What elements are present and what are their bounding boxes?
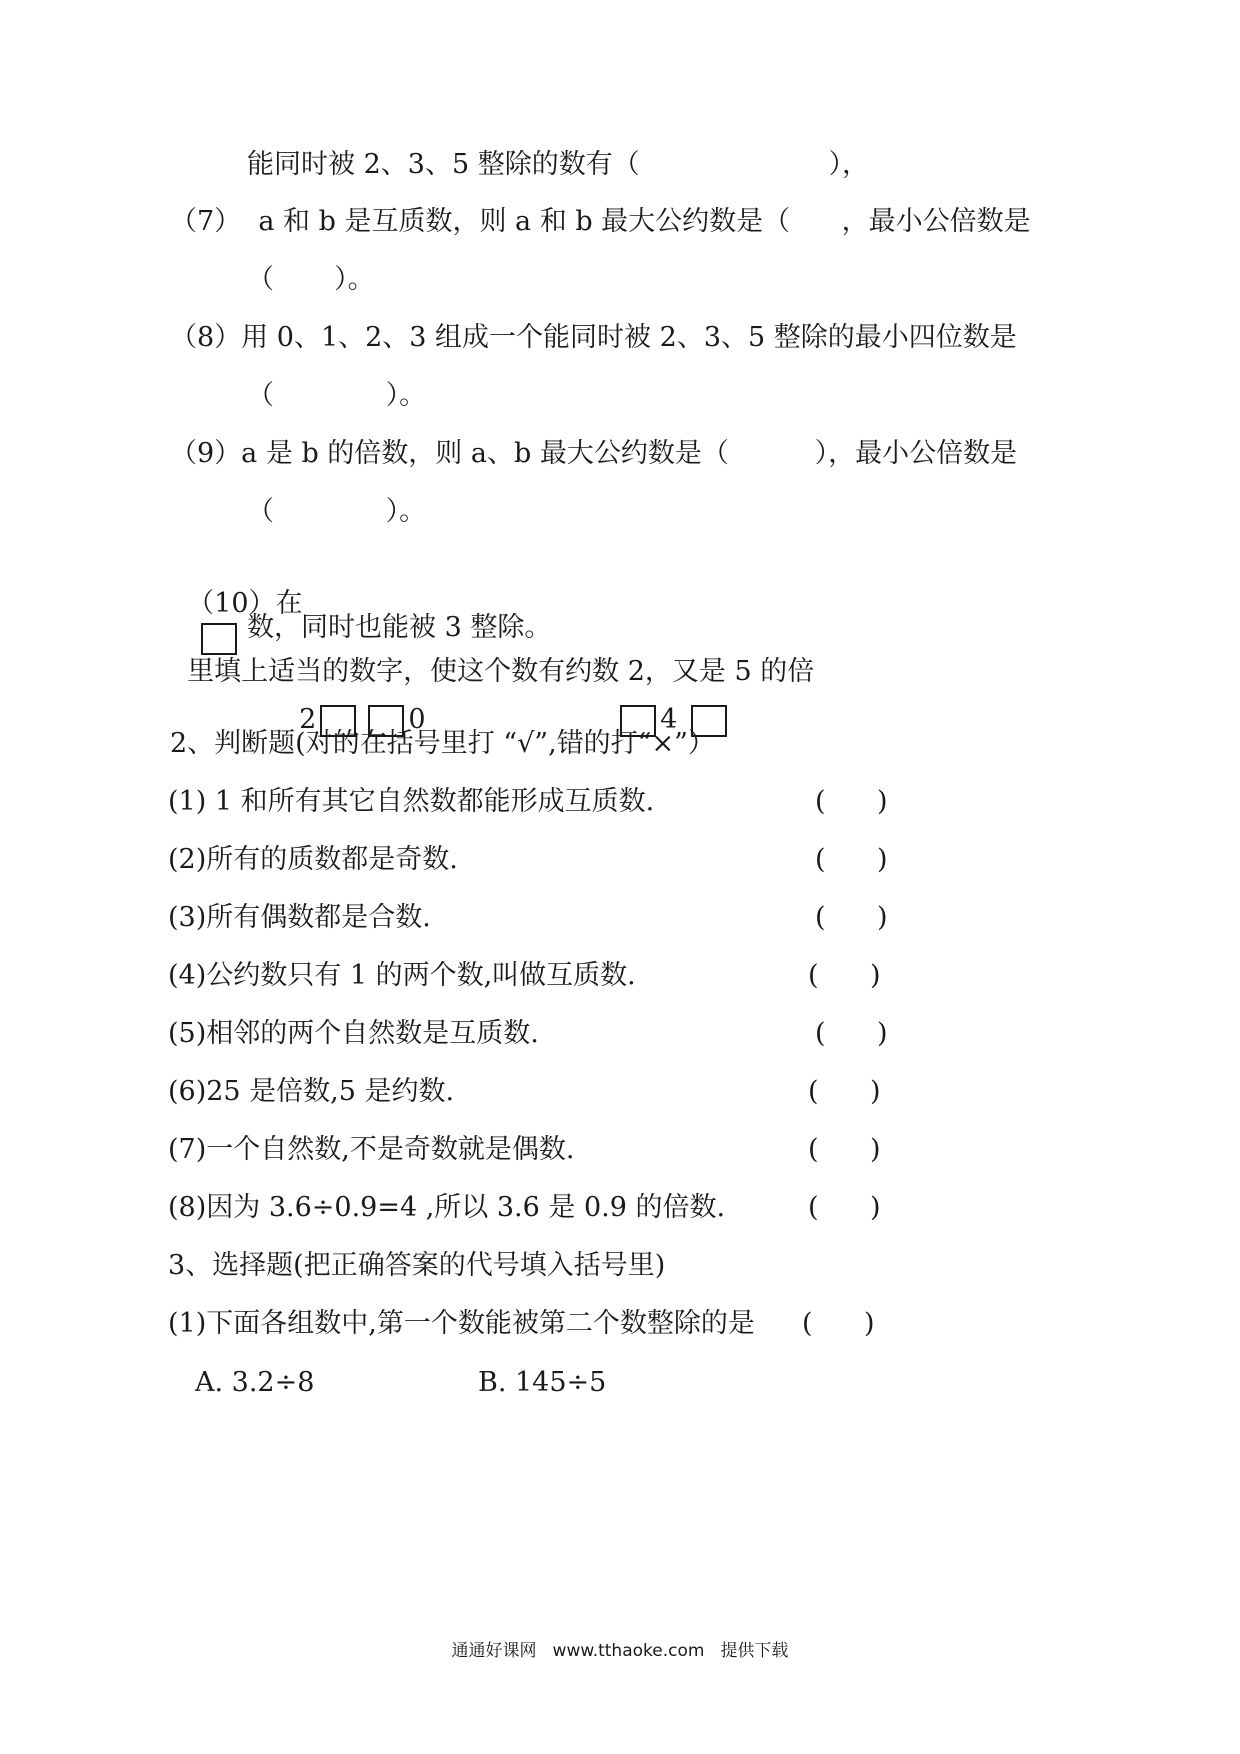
answer-box[interactable] [201, 623, 237, 655]
answer-bracket[interactable]: ( ) [815, 786, 888, 817]
judgement-item-6: (6)25 是倍数,5 是约数. [168, 1076, 455, 1107]
q8-line1: （8）用 0、1、2、3 组成一个能同时被 2、3、5 整除的最小四位数是 [170, 322, 1017, 353]
choice-q1: (1)下面各组数中,第一个数能被第二个数整除的是 [168, 1308, 755, 1339]
choice-heading: 3、选择题(把正确答案的代号填入括号里) [168, 1250, 666, 1281]
judgement-item-7: (7)一个自然数,不是奇数就是偶数. [168, 1134, 575, 1165]
option-a: A. 3.2÷8 [195, 1367, 315, 1398]
footer-action: 提供下载 [720, 1641, 789, 1661]
answer-bracket[interactable]: ( ) [808, 1192, 881, 1223]
digit-2: 2 [299, 704, 317, 735]
digit-4: 4 [660, 704, 678, 735]
answer-bracket[interactable]: ( ) [808, 1134, 881, 1165]
judgement-item-3: (3)所有偶数都是合数. [168, 902, 431, 933]
judgement-item-5: (5)相邻的两个自然数是互质数. [168, 1018, 539, 1049]
answer-bracket[interactable]: ( ) [808, 1076, 881, 1107]
answer-bracket[interactable]: ( ) [802, 1308, 875, 1339]
footer-url[interactable]: www.tthaoke.com [552, 1641, 705, 1661]
q7-line2: （ ）。 [247, 264, 375, 295]
answer-bracket[interactable]: ( ) [815, 902, 888, 933]
judgement-item-2: (2)所有的质数都是奇数. [168, 844, 458, 875]
q8-line2: （ ）。 [247, 380, 427, 411]
q9-line1: （9）a 是 b 的倍数，则 a、b 最大公约数是（ ），最小公倍数是 [170, 438, 1018, 469]
q7-line1: （7） a 和 b 是互质数，则 a 和 b 最大公约数是（ ，最小公倍数是 [170, 206, 1031, 237]
q9-line2: （ ）。 [247, 496, 427, 527]
footer-site-name: 通通好课网 [451, 1641, 537, 1661]
q10-suffix: 里填上适当的数字，使这个数有约数 2，又是 5 的倍 [187, 656, 815, 687]
judgement-item-4: (4)公约数只有 1 的两个数,叫做互质数. [168, 960, 636, 991]
digit-0: 0 [408, 704, 426, 735]
option-b: B. 145÷5 [478, 1367, 607, 1398]
judgement-item-8: (8)因为 3.6÷0.9=4 ,所以 3.6 是 0.9 的倍数. [168, 1192, 726, 1223]
judgement-heading: 2、判断题(对的在括号里打 “√”,错的打“×”） [170, 728, 715, 759]
page-footer [0, 1640, 1240, 1662]
answer-bracket[interactable]: ( ) [808, 960, 881, 991]
q6-continuation: 能同时被 2、3、5 整除的数有（ ）， [247, 149, 870, 180]
answer-bracket[interactable]: ( ) [815, 1018, 888, 1049]
judgement-item-1: (1) 1 和所有其它自然数都能形成互质数. [168, 786, 655, 817]
answer-bracket[interactable]: ( ) [815, 844, 888, 875]
q10-prefix: （10）在 [187, 588, 303, 619]
q10-line2: 数，同时也能被 3 整除。 [247, 612, 552, 643]
